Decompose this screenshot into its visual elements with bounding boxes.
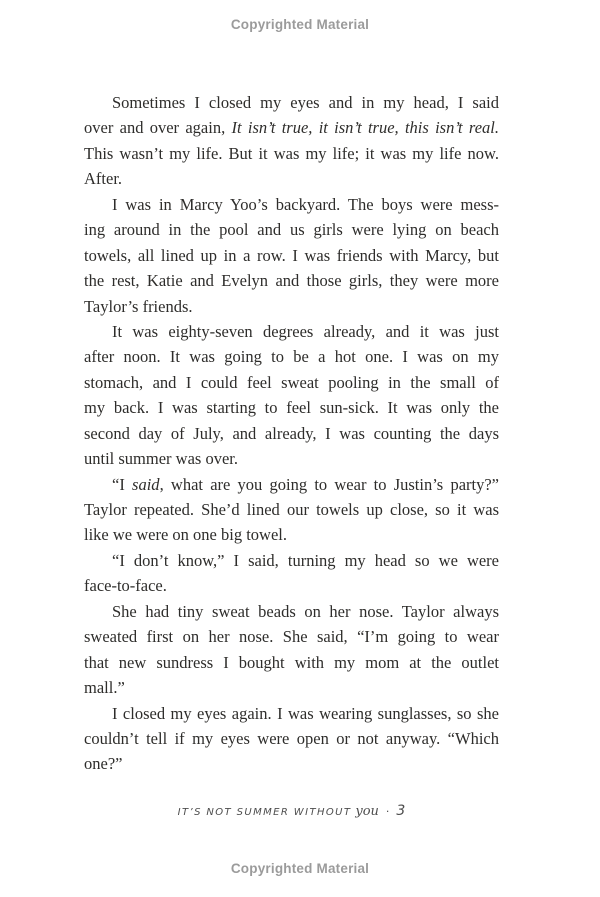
text-line: Taylor’s friends. [84, 296, 193, 316]
book-title-caps: IT’S NOT SUMMER WITHOUT [177, 807, 352, 818]
text-line: second day of July, and already, I was counting the days [84, 423, 499, 443]
text-line: that new sundress I bought with my mom at the outlet [84, 652, 499, 672]
text-line: until summer was over. [84, 449, 238, 469]
text-line: my back. I was starting to feel sun-sick. It was only the [84, 398, 499, 418]
text-line: “I don’t know,” I said, turning my head so we were [112, 550, 499, 570]
text-line: like we were on one big towel. [84, 525, 287, 545]
text-line: stomach, and I could feel sweat pooling in the small of [84, 372, 499, 392]
book-title-script: you [355, 804, 379, 819]
page-number: 3 [396, 803, 406, 819]
text-line: Taylor repeated. She’d lined our towels up close, so it was [84, 500, 499, 519]
text-line: couldn’t tell if my eyes were open or not anyway. “Which [84, 728, 499, 748]
copyright-notice-top: Copyrighted Material [230, 17, 370, 32]
text-line: sweated first on her nose. She said, “I’m going to wear [84, 627, 499, 647]
text-line: I was in Marcy Yoo’s backyard. The boys were mess- [112, 194, 499, 214]
text-line: the rest, Katie and Evelyn and those girls, they were more [84, 271, 499, 291]
running-footer [84, 802, 499, 820]
text-line: I closed my eyes again. I was wearing sunglasses, so she [112, 703, 499, 723]
text-line: After. [84, 169, 123, 189]
footer-separator: · [385, 805, 390, 818]
text-line: after noon. It was going to be a hot one. I was on my [84, 347, 499, 367]
text-line: Sometimes I closed my eyes and in my head, I said [112, 93, 499, 112]
text-line: mall.” [84, 678, 125, 698]
text-line: “I said, what are you going to wear to Justin’s party?” [112, 474, 499, 494]
copyright-notice-bottom: Copyrighted Material [230, 861, 370, 876]
text-line: This wasn’t my life. But it was my life; it was my life now. [84, 143, 499, 163]
text-line: towels, all lined up in a row. I was friends with Marcy, but [84, 245, 499, 265]
body-text [84, 90, 499, 777]
text-line: It was eighty-seven degrees already, and it was just [112, 321, 499, 341]
text-line: one?” [84, 754, 123, 774]
text-line: ing around in the pool and us girls were lying on beach [84, 220, 499, 240]
text-line: face-to-face. [84, 576, 167, 596]
text-line: She had tiny sweat beads on her nose. Taylor always [112, 601, 499, 621]
text-line: over and over again, It isn’t true, it isn’t true, this isn’t real. [84, 118, 499, 138]
